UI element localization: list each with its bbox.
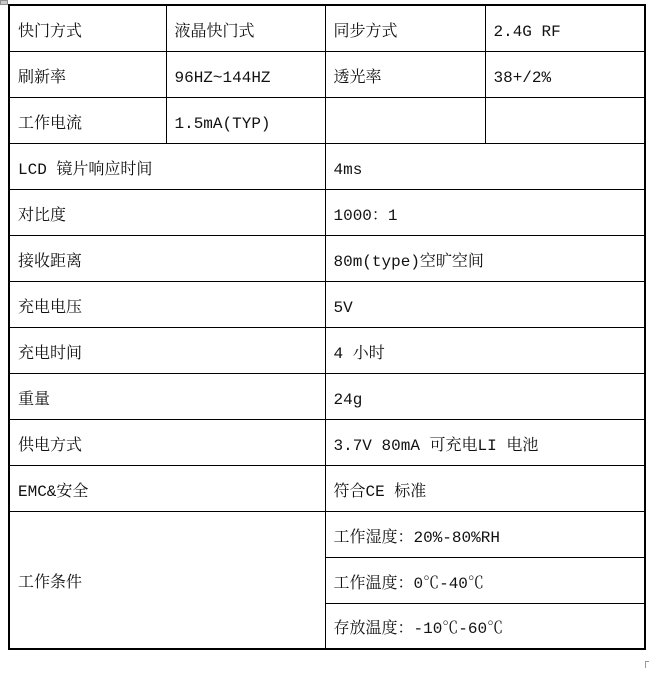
spec-label-cell: 供电方式 (9, 419, 325, 465)
table-row (9, 235, 645, 281)
spec-label-cell-empty (325, 97, 485, 143)
table-row (9, 511, 645, 557)
table-row (9, 419, 645, 465)
spec-label-cell: LCD 镜片响应时间 (9, 143, 325, 189)
table-row (9, 5, 645, 51)
spec-value-cell: 38+/2% (485, 51, 645, 97)
table-row (9, 465, 645, 511)
table-row (9, 327, 645, 373)
spec-value-cell: 工作温度：0℃-40℃ (325, 557, 645, 603)
spec-label-cell: 充电时间 (9, 327, 325, 373)
table-row (9, 189, 645, 235)
spec-value-cell: 存放温度：-10℃-60℃ (325, 603, 645, 649)
spec-label-cell: 同步方式 (325, 5, 485, 51)
spec-value-cell: 24g (325, 373, 645, 419)
specification-table (8, 4, 646, 650)
spec-label-cell: 充电电压 (9, 281, 325, 327)
spec-value-cell: 4 小时 (325, 327, 645, 373)
table-row (9, 97, 645, 143)
spec-label-cell: 工作电流 (9, 97, 166, 143)
spec-value-cell: 符合CE 标准 (325, 465, 645, 511)
spec-value-cell: 2.4G RF (485, 5, 645, 51)
spec-value-cell: 3.7V 80mA 可充电LI 电池 (325, 419, 645, 465)
spec-label-cell: 重量 (9, 373, 325, 419)
spec-label-cell: 刷新率 (9, 51, 166, 97)
table-row (9, 51, 645, 97)
table-row (9, 143, 645, 189)
spec-value-cell: 5V (325, 281, 645, 327)
spec-value-cell: 1.5mA(TYP) (166, 97, 325, 143)
spec-label-cell: EMC&安全 (9, 465, 325, 511)
spec-label-cell: 快门方式 (9, 5, 166, 51)
table-row (9, 373, 645, 419)
spec-label-cell: 对比度 (9, 189, 325, 235)
spec-label-cell: 接收距离 (9, 235, 325, 281)
spec-label-cell: 工作条件 (9, 511, 325, 649)
table-row (9, 281, 645, 327)
spec-value-cell: 96HZ~144HZ (166, 51, 325, 97)
spec-value-cell: 1000：1 (325, 189, 645, 235)
spec-label-cell: 透光率 (325, 51, 485, 97)
spec-value-cell: 工作湿度：20%-80%RH (325, 511, 645, 557)
spec-value-cell: 80m(type)空旷空间 (325, 235, 645, 281)
spec-value-cell-empty (485, 97, 645, 143)
spec-value-cell: 液晶快门式 (166, 5, 325, 51)
spec-value-cell: 4ms (325, 143, 645, 189)
table-corner-handle-icon (0, 0, 8, 5)
table-resize-handle-icon (645, 661, 649, 668)
